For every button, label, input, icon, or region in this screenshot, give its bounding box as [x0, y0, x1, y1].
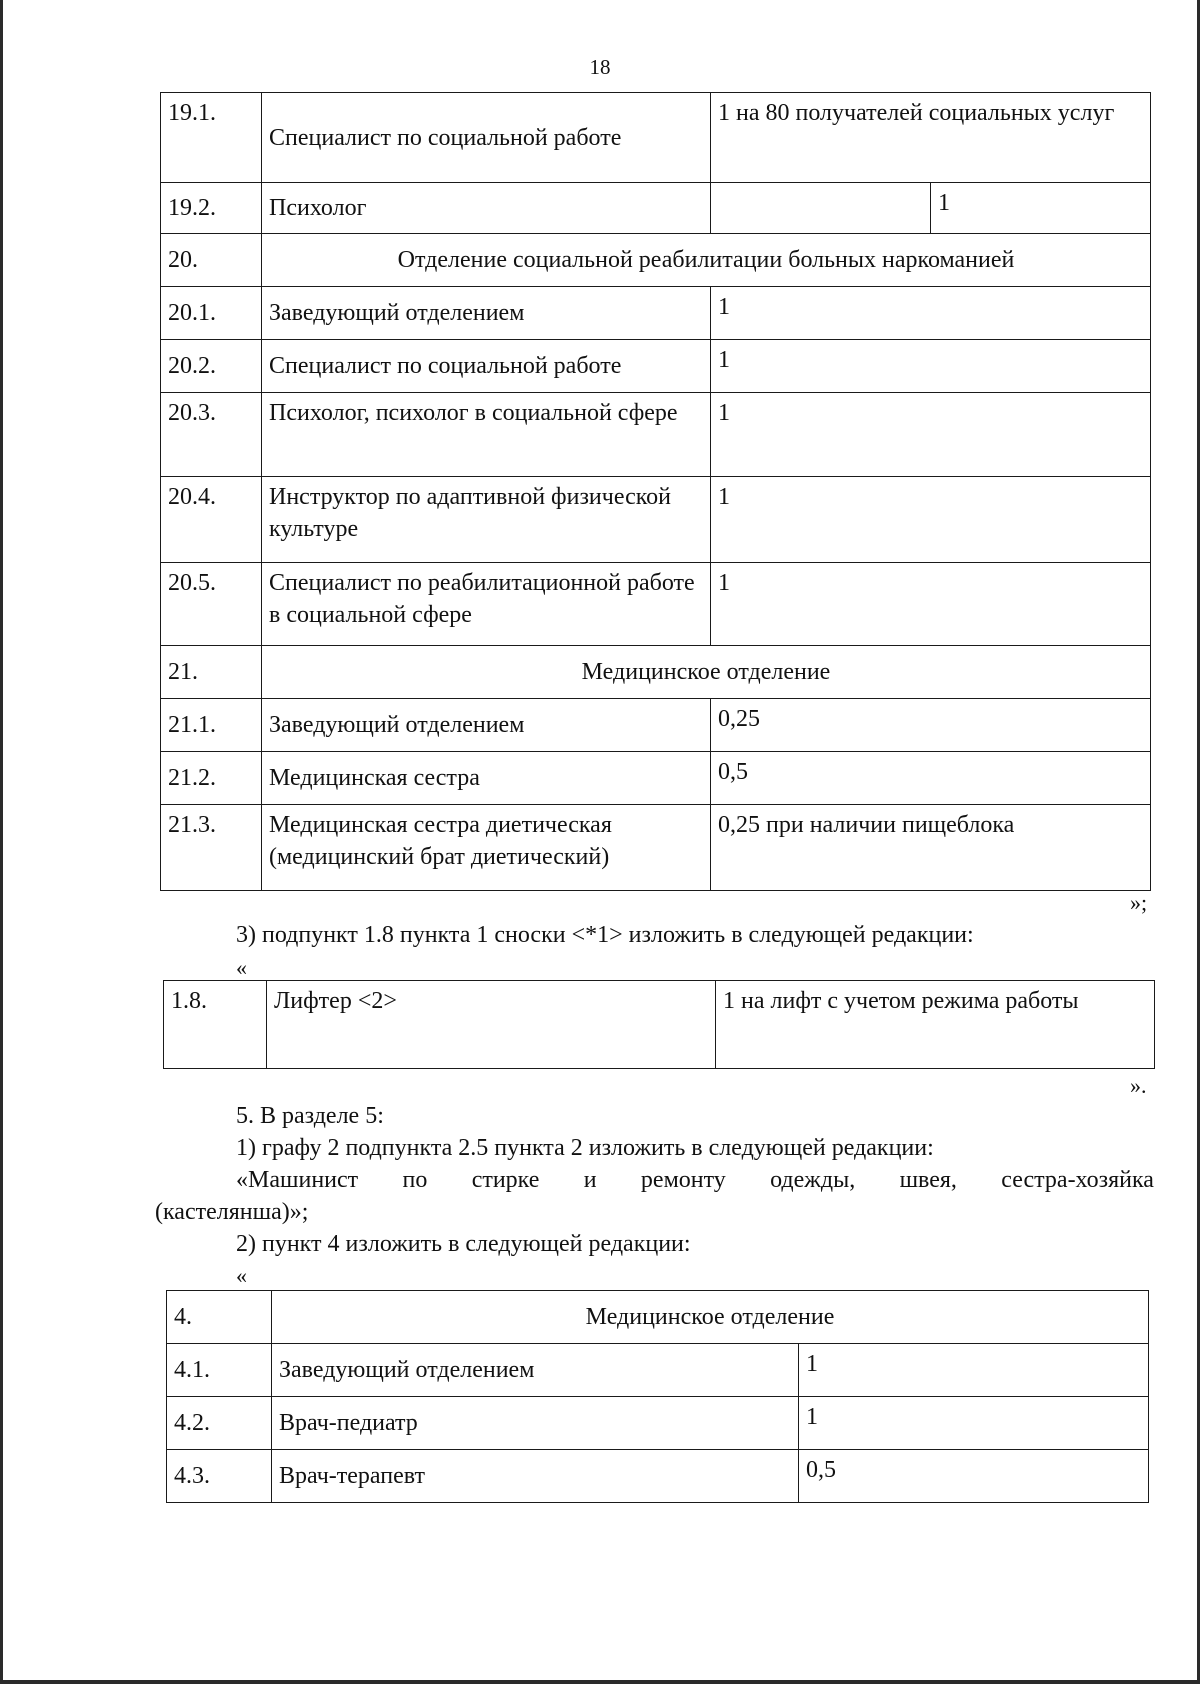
section-heading: Медицинское отделение: [262, 646, 1151, 699]
row-norm: 0,5: [799, 1450, 1149, 1503]
paragraph-5-2: 2) пункт 4 изложить в следующей редакции:: [236, 1231, 691, 1257]
staff-table-3: [166, 1290, 1149, 1503]
row-number: 19.1.: [161, 93, 262, 183]
row-position: Психолог: [262, 183, 711, 234]
row-number: 20.4.: [161, 477, 262, 563]
section-heading: Отделение социальной реабилитации больных наркоманией: [262, 234, 1151, 287]
staff-table-1: [160, 92, 1151, 891]
paragraph-quote-end: (кастелянша)»;: [155, 1199, 309, 1225]
table-row: [161, 563, 1151, 646]
row-number: 4.1.: [167, 1344, 272, 1397]
row-norm: 1: [799, 1344, 1149, 1397]
quote-word: ремонту: [640, 1167, 726, 1193]
row-position: Лифтер <2>: [267, 981, 716, 1069]
quote-word: по: [402, 1167, 428, 1193]
row-position: Специалист по социальной работе: [262, 93, 711, 183]
quote-word: и: [583, 1167, 597, 1193]
row-norm: 0,25 при наличии пищеблока: [711, 805, 1151, 891]
opening-quote-1: «: [236, 955, 247, 980]
row-norm: 1: [711, 477, 1151, 563]
row-norm: 1: [799, 1397, 1149, 1450]
row-number: 20.: [161, 234, 262, 287]
row-norm: 1 на лифт с учетом режима работы: [716, 981, 1155, 1069]
table-row: [164, 981, 1155, 1069]
section-heading: Медицинское отделение: [272, 1291, 1149, 1344]
quote-word: сестра-хозяйка: [1001, 1167, 1154, 1193]
opening-quote-2: «: [236, 1263, 247, 1288]
quote-word: швея,: [899, 1167, 957, 1193]
table-row-section: [161, 646, 1151, 699]
table-row: [161, 340, 1151, 393]
row-norm: 1: [711, 393, 1151, 477]
table-row: [161, 183, 1151, 234]
row-number: 21.3.: [161, 805, 262, 891]
row-norm: 1: [711, 340, 1151, 393]
table-row: [161, 699, 1151, 752]
row-number: 21.: [161, 646, 262, 699]
table-row: [167, 1450, 1149, 1503]
row-position: Инструктор по адаптивной физической культуре: [262, 477, 711, 563]
row-position: Специалист по реабилитационной работе в социальной сфере: [262, 563, 711, 646]
staff-table-2: [163, 980, 1155, 1069]
row-number: 4.3.: [167, 1450, 272, 1503]
table-row: [161, 393, 1151, 477]
row-norm: 1: [711, 563, 1151, 646]
table-row: [161, 477, 1151, 563]
row-number: 4.2.: [167, 1397, 272, 1450]
row-position: Специалист по социальной работе: [262, 340, 711, 393]
paragraph-5-1: 1) графу 2 подпункта 2.5 пункта 2 изложить в следующей редакции:: [236, 1135, 934, 1161]
quote-word: стирке: [471, 1167, 540, 1193]
table-row: [161, 93, 1151, 183]
paragraph-3: 3) подпункт 1.8 пункта 1 сноски <*1> изложить в следующей редакции:: [236, 922, 974, 948]
table-row: [167, 1344, 1149, 1397]
row-position: Заведующий отделением: [262, 699, 711, 752]
row-norm: 1: [711, 287, 1151, 340]
row-number: 1.8.: [164, 981, 267, 1069]
closing-quote-1: »;: [1130, 890, 1148, 915]
scan-edge-bottom: [0, 1680, 1200, 1684]
scan-edge-left: [0, 0, 3, 1684]
row-number: 20.2.: [161, 340, 262, 393]
row-number: 20.5.: [161, 563, 262, 646]
row-position: Медицинская сестра диетическая (медицинский брат диетический): [262, 805, 711, 891]
row-number: 20.1.: [161, 287, 262, 340]
row-norm: [711, 183, 931, 234]
row-number: 19.2.: [161, 183, 262, 234]
row-position: Психолог, психолог в социальной сфере: [262, 393, 711, 477]
table-row: [167, 1397, 1149, 1450]
table-row-section: [161, 234, 1151, 287]
row-position: Медицинская сестра: [262, 752, 711, 805]
closing-quote-2: ».: [1130, 1073, 1147, 1098]
paragraph-5: 5. В разделе 5:: [236, 1103, 384, 1129]
quote-word: «Машинист: [236, 1167, 359, 1193]
table-row: [161, 752, 1151, 805]
quote-word: одежды,: [770, 1167, 856, 1193]
row-number: 20.3.: [161, 393, 262, 477]
paragraph-quote-line: [236, 1165, 1154, 1195]
table-row: [161, 287, 1151, 340]
row-position: Врач-педиатр: [272, 1397, 799, 1450]
row-position: Заведующий отделением: [272, 1344, 799, 1397]
row-norm: 1 на 80 получателей социальных услуг: [711, 93, 1151, 183]
row-norm: 0,25: [711, 699, 1151, 752]
row-norm-extra: 1: [931, 183, 1151, 234]
row-position: Врач-терапевт: [272, 1450, 799, 1503]
row-number: 21.2.: [161, 752, 262, 805]
row-number: 21.1.: [161, 699, 262, 752]
row-position: Заведующий отделением: [262, 287, 711, 340]
page-number: 18: [589, 55, 611, 79]
row-number: 4.: [167, 1291, 272, 1344]
table-row: [161, 805, 1151, 891]
row-norm: 0,5: [711, 752, 1151, 805]
table-row-section: [167, 1291, 1149, 1344]
